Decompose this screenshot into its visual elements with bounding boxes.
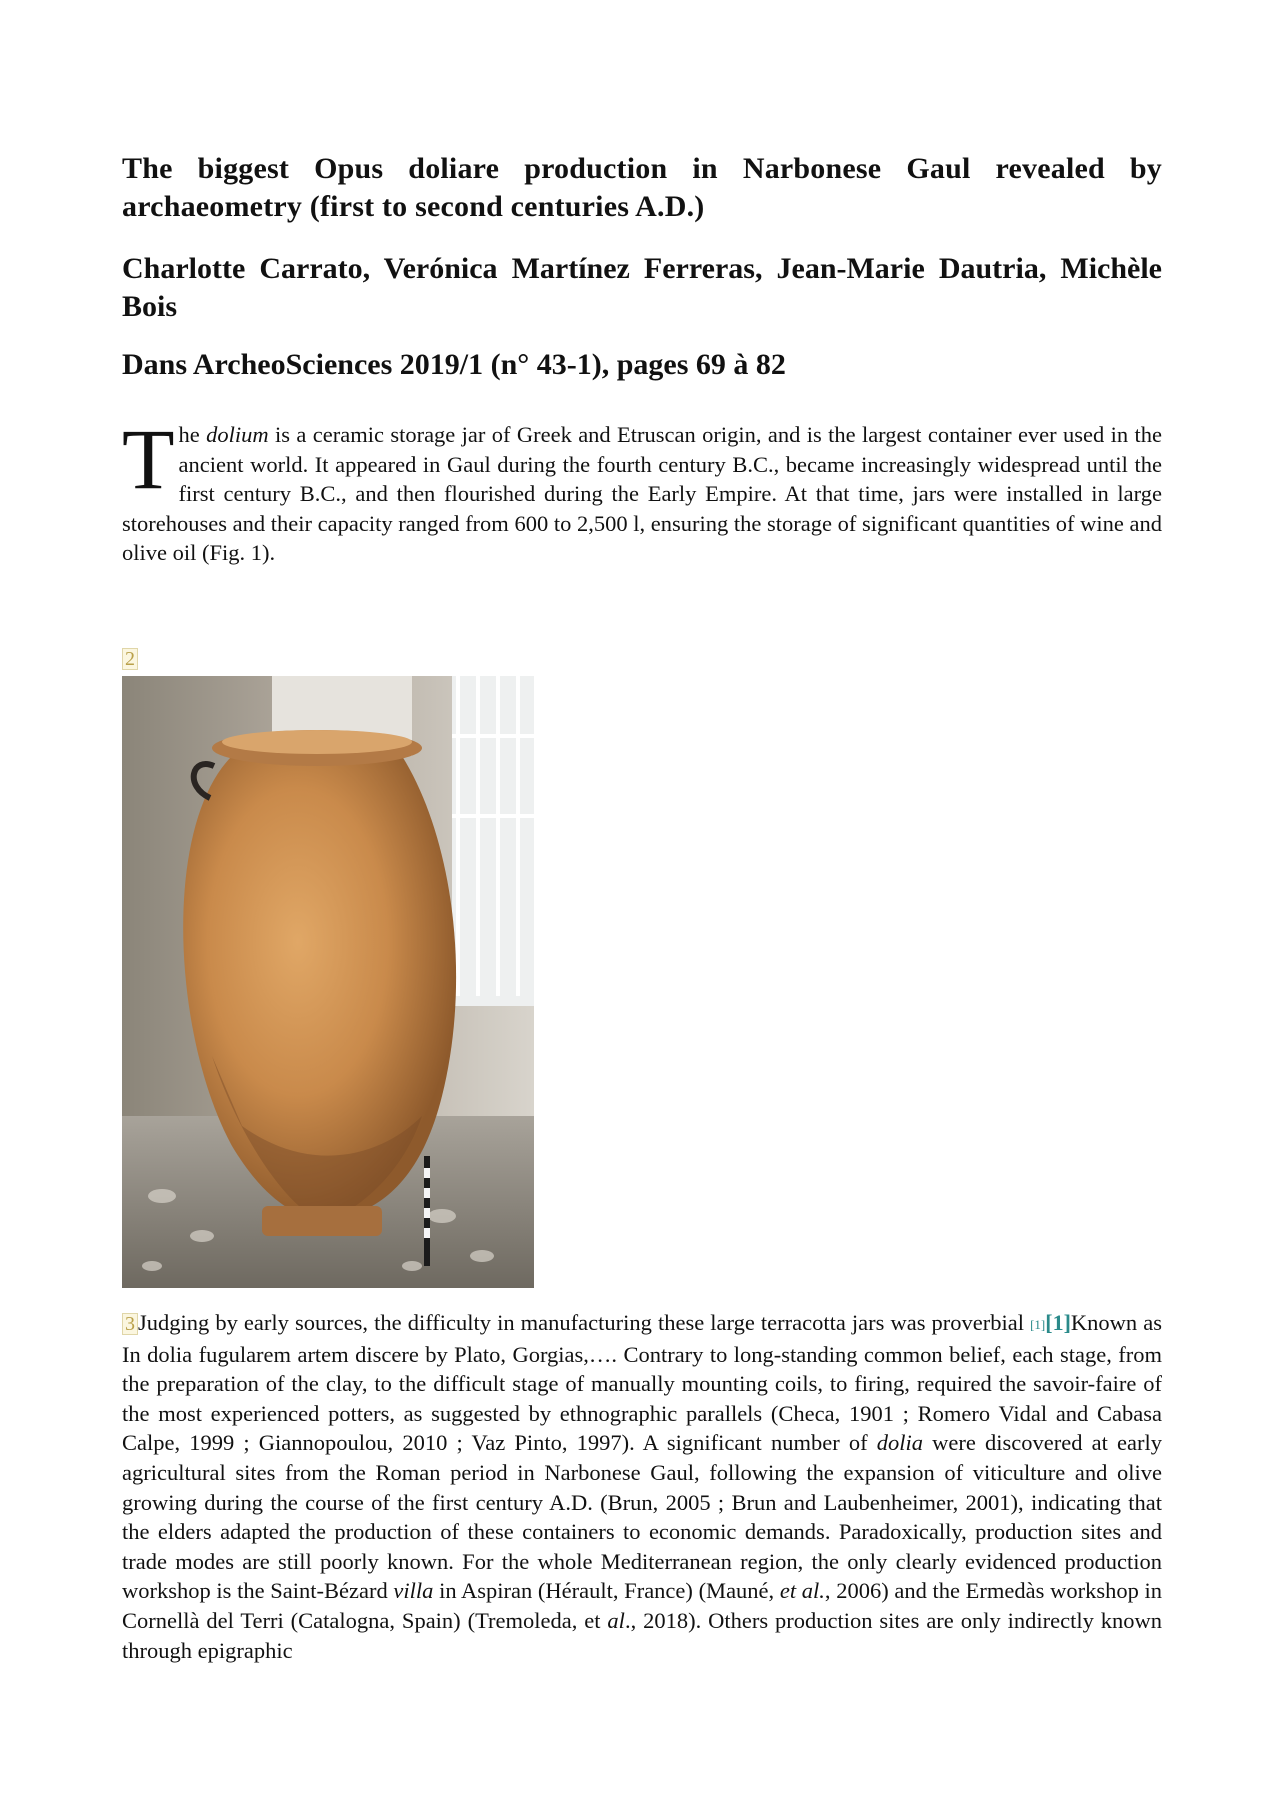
p3-text-1: Judging by early sources, the difficulty in manufacturing these large terracotta jars was proverbial [138,1310,1031,1335]
footnote-ref-small[interactable]: [1] [1030,1317,1046,1332]
p3-em-al: al [607,1607,625,1633]
paragraph-3 [122,1308,1162,1665]
p1-text-a: he [178,422,207,447]
dolium-photo-icon [122,676,534,1288]
p3-text-5: , 2006) and the Ermedàs workshop in Cornellà del Terri (Catalogna, Spain) (Tremoleda, et [122,1578,1162,1633]
p3-text-3: were discovered at early agricultural sites from the Roman period in Narbonese Gaul, following the expansion of viticulture and olive growing during the course of the first century A.D. (Brun, 2005 ; Brun and Laubenheimer, 2001), indicating that the elders adapted the production of these containers to economic demands. Paradoxically, production sites and trade modes are still poorly known. For the whole Mediterranean region, the only clearly evidenced production workshop is the Saint-Bézard [122,1430,1162,1604]
p1-em-dolium: dolium [206,422,269,447]
drop-cap: T [122,411,175,507]
paragraph-number-3[interactable]: 3 [122,1313,138,1335]
paragraph-number-2[interactable]: 2 [122,648,138,670]
footnote-ref-1[interactable]: [1] [1045,1310,1071,1335]
p3-text-6: ., 2018). Others production sites are only indirectly known through epigraphic [122,1607,1162,1663]
article-title: The biggest Opus doliare production in Narbonese Gaul revealed by archaeometry (first to second centuries A.D.) [122,152,1162,223]
paragraph-1 [122,411,1162,568]
p3-em-et-al: et al. [779,1578,825,1604]
figure-dolium-photo [122,676,534,1288]
article-authors: Charlotte Carrato, Verónica Martínez Ferreras, Jean-Marie Dautria, Michèle Bois [122,252,1162,323]
p3-em-villa: villa [393,1578,434,1604]
article-source: Dans ArcheoSciences 2019/1 (n° 43-1), pages 69 à 82 [122,348,786,381]
p3-em-dolia: dolia [876,1430,923,1456]
p1-text-b: is a ceramic storage jar of Greek and Etruscan origin, and is the largest container ever used in the ancient world. It appeared in Gaul during the fourth century B.C., became increasingly widespread until the first century B.C., and then flourished during the Early Empire. At that time, jars were installed in large storehouses and their capacity ranged from 600 to 2,500 l, ensuring the storage of significant quantities of wine and olive oil (Fig. 1). [122,422,1162,566]
p3-text-2: Known as In dolia fugularem artem discere by Plato, Gorgias,…. Contrary to long-standing common belief, each stage, from the preparation of the clay, to the difficult stage of manually mounting coils, to firing, required the savoir-faire of the most experienced potters, as suggested by ethnographic parallels (Checa, 1901 ; Romero Vidal and Cabasa Calpe, 1999 ; Giannopoulou, 2010 ; Vaz Pinto, 1997). A significant number of [122,1310,1162,1456]
p3-text-4: in Aspiran (Hérault, France) (Mauné, [433,1578,780,1604]
